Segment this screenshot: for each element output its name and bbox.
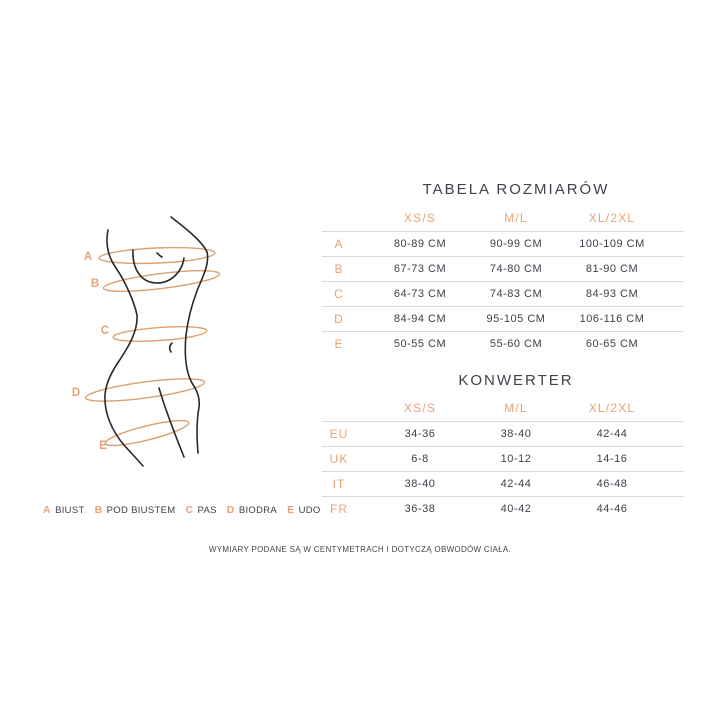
table-row-fr: [322, 496, 684, 521]
figure-label-a: A: [83, 251, 93, 263]
cell-value: 60-65 CM: [585, 338, 639, 350]
row-label: C: [334, 287, 344, 301]
cell-value: 34-36: [404, 428, 436, 440]
cell-value: 90-99 CM: [489, 238, 543, 250]
legend-label: BIUST: [55, 505, 85, 516]
navel-mark: [170, 343, 172, 352]
body-outline: [105, 217, 208, 466]
row-label: B: [334, 262, 344, 276]
cell-value: 42-44: [596, 428, 628, 440]
cell-value: 95-105 CM: [486, 313, 546, 325]
cell-value: 10-12: [500, 453, 532, 465]
thigh-ellipse-e: [104, 416, 191, 450]
body-figure-illustration: [40, 200, 240, 480]
measurement-ellipses: [84, 245, 220, 450]
cell-value: 84-94 CM: [393, 313, 447, 325]
nipple-mark: [157, 253, 162, 257]
cell-value: 55-60 CM: [489, 338, 543, 350]
cell-value: 36-38: [404, 503, 436, 515]
column-header-m-l: M/L: [504, 400, 528, 415]
cell-value: 44-46: [596, 503, 628, 515]
cell-value: 46-48: [596, 478, 628, 490]
column-header-m-l: M/L: [504, 210, 528, 225]
table-row-eu: [322, 421, 684, 446]
figure-labels: [72, 251, 109, 452]
measurement-legend: [43, 504, 321, 516]
figure-label-c: C: [100, 325, 110, 337]
row-label: FR: [330, 502, 348, 516]
cell-value: 84-93 CM: [585, 288, 639, 300]
legend-letter: C: [185, 504, 194, 516]
figure-label-d: D: [71, 387, 81, 399]
footnote: WYMIARY PODANE SĄ W CENTYMETRACH I DOTYCZĄ OBWODÓW CIAŁA.: [208, 545, 512, 554]
legend-label: PAS: [197, 505, 217, 516]
cell-value: 67-73 CM: [393, 263, 447, 275]
table-row-b: [322, 256, 684, 281]
size-table-title: TABELA ROZMIARÓW: [422, 181, 610, 198]
legend-item-thigh: [287, 504, 321, 516]
cell-value: 40-42: [500, 503, 532, 515]
cell-value: 6-8: [411, 453, 429, 465]
cell-value: 100-109 CM: [579, 238, 645, 250]
cell-value: 81-90 CM: [585, 263, 639, 275]
figure-label-b: B: [90, 278, 100, 290]
legend-item-hips: [227, 504, 277, 516]
cell-value: 38-40: [404, 478, 436, 490]
legend-item-waist: [185, 504, 216, 516]
column-header-xl-2xl: XL/2XL: [588, 210, 636, 225]
cell-value: 74-83 CM: [489, 288, 543, 300]
legend-label: UDO: [298, 505, 321, 516]
waist-ellipse-c: [113, 324, 208, 344]
legend-item-underbust: [95, 504, 176, 516]
body-right-contour: [171, 217, 208, 453]
column-header-xs-s: XS/S: [403, 210, 437, 225]
row-label: IT: [332, 477, 346, 491]
table-row-a: [322, 231, 684, 256]
row-label: EU: [329, 427, 349, 441]
figure-label-e: E: [99, 440, 107, 452]
cell-value: 106-116 CM: [579, 313, 645, 325]
cell-value: 50-55 CM: [393, 338, 447, 350]
size-table-header: [322, 204, 684, 231]
legend-letter: A: [43, 504, 52, 516]
underbust-ellipse-b: [103, 266, 221, 295]
table-row-c: [322, 281, 684, 306]
table-row-e: [322, 331, 684, 356]
hips-ellipse-d: [84, 374, 205, 406]
legend-label: POD BIUSTEM: [106, 505, 176, 516]
cell-value: 74-80 CM: [489, 263, 543, 275]
converter-title: KONWERTER: [458, 372, 574, 389]
row-label: A: [334, 237, 344, 251]
cell-value: 64-73 CM: [393, 288, 447, 300]
legend-letter: E: [287, 504, 295, 516]
legend-label: BIODRA: [238, 505, 278, 516]
legend-letter: B: [94, 504, 103, 516]
column-header-xl-2xl: XL/2XL: [588, 400, 636, 415]
column-header-xs-s: XS/S: [403, 400, 437, 415]
row-label: UK: [329, 452, 349, 466]
legend-item-bust: [43, 504, 85, 516]
bust-ellipse-a: [99, 245, 216, 265]
cell-value: 38-40: [500, 428, 532, 440]
cell-value: 14-16: [596, 453, 628, 465]
body-left-contour: [105, 230, 143, 466]
legend-letter: D: [226, 504, 235, 516]
row-label: D: [334, 312, 344, 326]
converter-header: [322, 394, 684, 421]
cell-value: 42-44: [500, 478, 532, 490]
table-row-d: [322, 306, 684, 331]
table-row-uk: [322, 446, 684, 471]
tables-panel: [322, 176, 684, 521]
cell-value: 80-89 CM: [393, 238, 447, 250]
row-label: E: [334, 337, 344, 351]
table-row-it: [322, 471, 684, 496]
